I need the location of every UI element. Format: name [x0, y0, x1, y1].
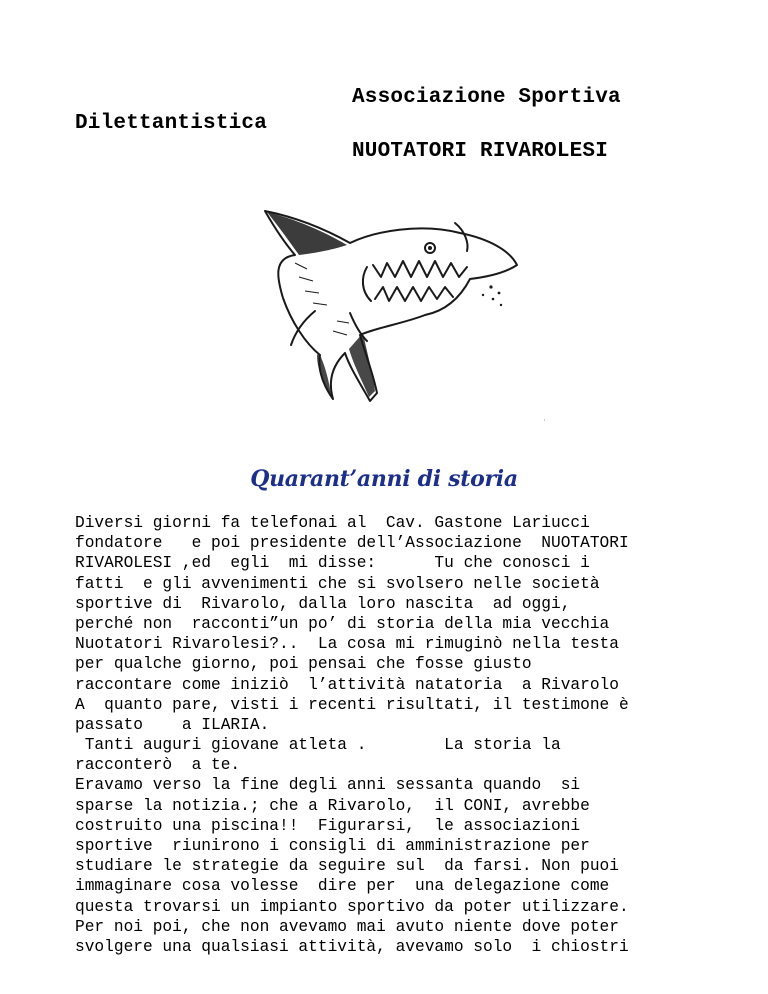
body-line: sportive di Rivarolo, dalla loro nascita ad oggi,	[75, 594, 571, 613]
body-line: sparse la notizia.; che a Rivarolo, il CONI, avrebbe	[75, 796, 590, 815]
body-line: questa trovarsi un impianto sportivo da poter utilizzare.	[75, 897, 629, 916]
body-line: sportive riunirono i consigli di amministrazione per	[75, 837, 590, 855]
body-line: svolgere una qualsiasi attività, avevamo solo i chiostri	[75, 937, 629, 956]
body-line: RIVAROLESI ,ed egli mi disse: Tu che conosci i	[75, 554, 590, 573]
body-line: A quanto pare, visti i recenti risultati, il testimone è	[75, 695, 629, 714]
body-line: per qualche giorno, poi pensai che fosse giusto	[75, 655, 532, 674]
body-line: Tanti auguri giovane atleta . La storia la	[75, 736, 561, 755]
small-mark: ·	[542, 416, 547, 425]
header-club-name: NUOTATORI RIVAROLESI	[352, 140, 609, 163]
page-subtitle: Quarant’anni di storia	[250, 466, 518, 492]
body-line: fondatore e poi presidente dell’Associazione NUOTATORI	[75, 534, 629, 553]
body-line: Nuotatori Rivarolesi?.. La cosa mi rimuginò nella testa	[75, 635, 619, 654]
header-dilettantistica: Dilettantistica	[75, 112, 268, 135]
body-line: Eravamo verso la fine degli anni sessanta quando si	[75, 776, 581, 795]
body-line: Per noi poi, che non avevamo mai avuto niente dove poter	[75, 917, 619, 936]
header-association: Associazione Sportiva	[352, 86, 621, 109]
article-body	[75, 513, 715, 957]
body-line: studiare le strategie da seguire sul da farsi. Non puoi	[75, 857, 619, 876]
body-line: immaginare cosa volesse dire per una delegazione come	[75, 877, 610, 896]
body-line: costruito una piscina!! Figurarsi, le associazioni	[75, 816, 581, 835]
body-line: racconterò a te.	[75, 756, 241, 775]
body-line: fatti e gli avvenimenti che si svolsero nelle società	[75, 574, 600, 593]
body-line: perché non racconti”un po’ di storia della mia vecchia	[75, 614, 610, 633]
shark-icon	[255, 203, 523, 431]
body-line: Diversi giorni fa telefonai al Cav. Gastone Lariucci	[75, 514, 590, 532]
body-line: passato a ILARIA.	[75, 715, 270, 734]
body-line: raccontare come iniziò l’attività natatoria a Rivarolo	[75, 675, 619, 694]
